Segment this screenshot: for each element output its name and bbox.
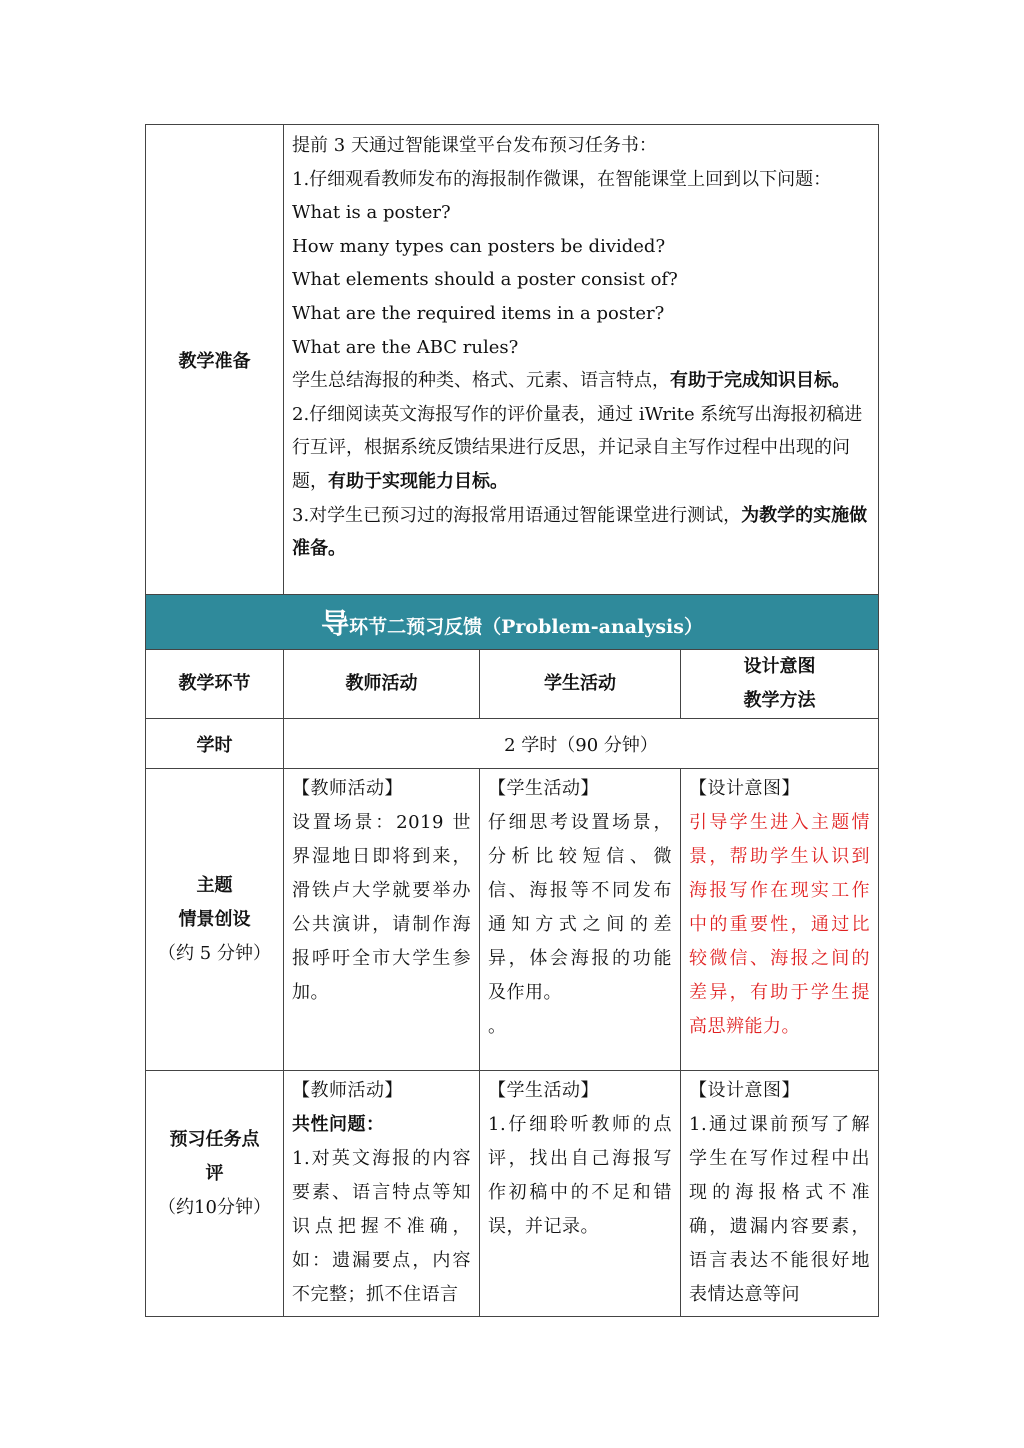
row-theme-student-text: 仔细思考设置场景，分析比较短信、微信、海报等不同发布通知方式之间的差异，体会海报的功能及作用。 [488, 812, 672, 1003]
row-review-design [681, 1071, 879, 1317]
header-col4-line1: 设计意图 [743, 656, 816, 677]
banner-cn-title: 环节二预习反馈 [349, 616, 483, 638]
prep-summary [292, 364, 870, 398]
row-review-time: （约10分钟） [158, 1197, 271, 1218]
header-col4-line2: 教学方法 [743, 690, 816, 711]
prep-label: 教学准备 [146, 125, 284, 595]
row-theme-design-text: 引导学生进入主题情景，帮助学生认识到海报写作在现实工作中的重要性，通过比较微信、海报之间的差异，有助于学生提高思辨能力。 [689, 812, 871, 1037]
section-banner [146, 595, 879, 650]
prep-q2: What elements should a poster consist of? [292, 269, 678, 291]
prep-summary-text: 学生总结海报的种类、格式、元素、语言特点， [292, 370, 670, 392]
row-theme-label-line2: 情景创设 [178, 908, 251, 930]
header-row [146, 650, 879, 719]
row-review-student-text: 1.仔细聆听教师的点评，找出自己海报写作初稿中的不足和错误，并记录。 [488, 1114, 672, 1237]
header-col2: 教师活动 [284, 650, 480, 719]
row-theme-teacher [284, 769, 480, 1071]
row-theme-teacher-head: 【教师活动】 [292, 778, 403, 799]
row-review-label-line1: 预习任务点 [169, 1129, 260, 1150]
row-theme-design [681, 769, 879, 1071]
prep-q1: How many types can posters be divided? [292, 235, 666, 257]
prep-item2-bold: 有助于实现能力目标。 [328, 470, 508, 492]
row-review-teacher-head: 【教师活动】 [292, 1080, 403, 1101]
row-theme-label-line1: 主题 [196, 874, 233, 896]
row-review [146, 1071, 879, 1317]
row-theme-student-tail: 。 [488, 1016, 507, 1037]
prep-item3 [292, 499, 870, 566]
row-theme-label [146, 769, 284, 1071]
lesson-plan-table [145, 124, 879, 1317]
header-col3: 学生活动 [480, 650, 681, 719]
hours-value: 2 学时（90 分钟） [284, 719, 879, 769]
hours-label: 学时 [146, 719, 284, 769]
row-theme-teacher-text: 设置场景：2019 世界湿地日即将到来，滑铁卢大学就要举办公共演讲，请制作海报呼吁全市大学生参加。 [292, 812, 471, 1003]
section-banner-row [146, 595, 879, 650]
banner-en-title: （Problem-analysis） [482, 616, 703, 638]
row-review-design-head: 【设计意图】 [689, 1080, 800, 1101]
prep-line2: 1.仔细观看教师发布的海报制作微课，在智能课堂上回到以下问题：What is a poster? [292, 168, 832, 224]
row-theme-design-head: 【设计意图】 [689, 778, 800, 799]
hours-row [146, 719, 879, 769]
header-col4 [681, 650, 879, 719]
row-review-teacher-text: 1.对英文海报的内容要素、语言特点等知识点把握不准确，如：遗漏要点，内容不完整；抓不住语言 [292, 1148, 471, 1305]
prep-q4: What are the ABC rules? [292, 336, 519, 358]
row-review-student-head: 【学生活动】 [488, 1080, 599, 1101]
header-col1: 教学环节 [146, 650, 284, 719]
row-review-design-text: 1.通过课前预写了解学生在写作过程中出现的海报格式不准确，遗漏内容要素，语言表达不能很好地表情达意等问 [689, 1114, 871, 1305]
prep-content [284, 125, 879, 595]
prep-item3-text: 3.对学生已预习过的海报常用语通过智能课堂进行测试， [292, 504, 742, 526]
prep-item2-text: 2.仔细阅读英文海报写作的评价量表，通过 iWrite 系统写出海报初稿进行互评，根据系统反馈结果进行反思，并记录自主写作过程中出现的问题， [292, 403, 863, 492]
row-theme-student [480, 769, 681, 1071]
prep-q3: What are the required items in a poster? [292, 302, 665, 324]
prep-item3-bold: 为教学的实施做准备。 [292, 504, 868, 560]
prep-row [146, 125, 879, 595]
prep-item2 [292, 398, 870, 499]
row-review-student [480, 1071, 681, 1317]
row-theme-time: （约 5 分钟） [158, 942, 271, 964]
prep-line1: 提前 3 天通过智能课堂平台发布预习任务书： [292, 135, 657, 156]
prep-summary-bold: 有助于完成知识目标。 [670, 370, 850, 392]
row-theme-student-head: 【学生活动】 [488, 778, 599, 799]
row-review-teacher [284, 1071, 480, 1317]
row-review-label-line2: 评 [205, 1163, 224, 1184]
row-review-label [146, 1071, 284, 1317]
row-review-teacher-bold: 共性问题： [292, 1114, 385, 1135]
row-theme [146, 769, 879, 1071]
banner-big-char: 导 [321, 607, 350, 640]
